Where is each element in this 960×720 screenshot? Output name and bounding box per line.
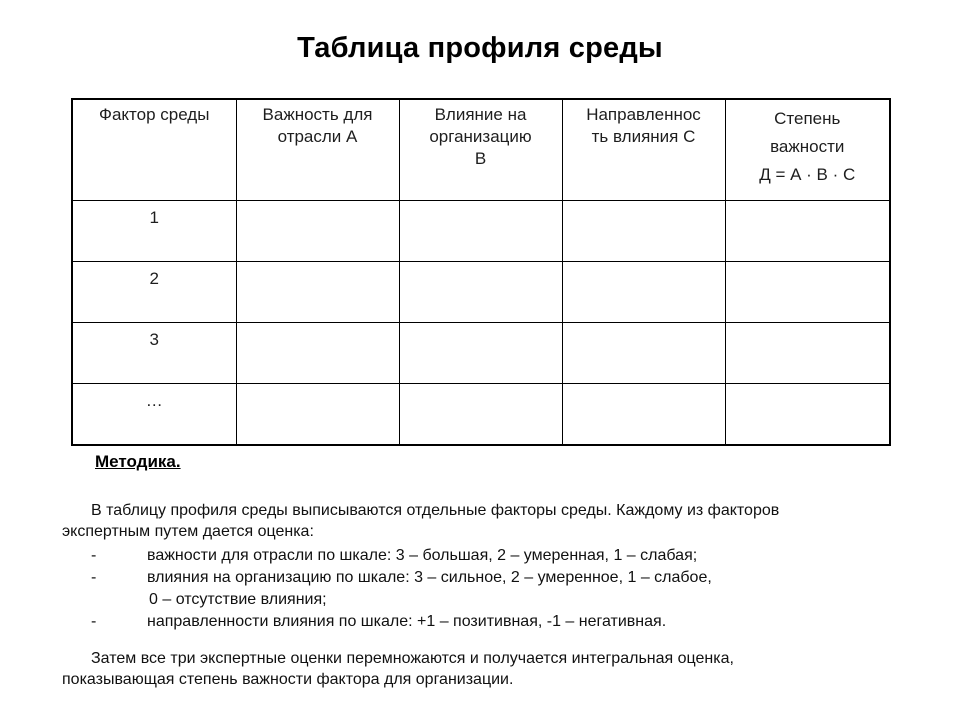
header-influence-b xyxy=(399,99,562,201)
header-line: Важность для xyxy=(262,105,373,124)
list-item: влияния на организацию по шкале: 3 – сильное, 2 – умеренное, 1 – слабое, xyxy=(147,569,712,586)
header-line: важности xyxy=(770,137,845,156)
header-line: отрасли А xyxy=(277,127,358,146)
list-item: направленности влияния по шкале: +1 – позитивная, -1 – негативная. xyxy=(147,613,667,630)
header-line: организацию xyxy=(429,127,532,146)
table-cell xyxy=(725,262,890,323)
table-cell xyxy=(236,323,399,384)
table-row xyxy=(72,201,890,262)
table-cell xyxy=(725,384,890,446)
table-cell xyxy=(399,201,562,262)
bullet-dash: - xyxy=(91,547,97,564)
bullet-dash: - xyxy=(91,569,97,586)
page-title: Таблица профиля среды xyxy=(297,32,663,64)
table-cell xyxy=(236,384,399,446)
table-cell xyxy=(236,262,399,323)
intro-line: В таблицу профиля среды выписываются отдельные факторы среды. Каждому из факторов xyxy=(91,502,780,519)
table-cell xyxy=(725,201,890,262)
list-item: важности для отрасли по шкале: 3 – большая, 2 – умеренная, 1 – слабая; xyxy=(147,547,698,564)
table-cell xyxy=(562,262,725,323)
conclusion-line: показывающая степень важности фактора для организации. xyxy=(62,671,514,688)
table-cell xyxy=(399,384,562,446)
table-cell xyxy=(725,323,890,384)
table-cell xyxy=(399,262,562,323)
header-formula: Д = А · В · С xyxy=(759,165,856,184)
conclusion-line: Затем все три экспертные оценки перемножаются и получается интегральная оценка, xyxy=(91,650,734,667)
table-row xyxy=(72,323,890,384)
header-line: ть влияния С xyxy=(591,127,696,146)
header-factor xyxy=(72,99,236,201)
intro-line: экспертным путем дается оценка: xyxy=(62,523,314,540)
table-row xyxy=(72,384,890,446)
table-cell xyxy=(399,323,562,384)
header-direction-c xyxy=(562,99,725,201)
header-line: Фактор среды xyxy=(99,105,210,124)
header-line: В xyxy=(474,149,487,168)
table-cell: … xyxy=(72,384,236,446)
table-header-row xyxy=(72,99,890,201)
table-row xyxy=(72,262,890,323)
methodology-heading: Методика. xyxy=(95,452,181,471)
table-cell: 1 xyxy=(72,201,236,262)
table-cell: 3 xyxy=(72,323,236,384)
environment-profile-table xyxy=(71,98,891,446)
bullet-dash: - xyxy=(91,613,97,630)
table-cell xyxy=(562,201,725,262)
table-cell xyxy=(236,201,399,262)
header-line: Степень xyxy=(774,109,841,128)
header-importance-a xyxy=(236,99,399,201)
header-degree-d xyxy=(725,99,890,201)
table-cell xyxy=(562,323,725,384)
table-cell xyxy=(562,384,725,446)
table-cell: 2 xyxy=(72,262,236,323)
header-line: Направленнос xyxy=(586,105,701,124)
list-item-continuation: 0 – отсутствие влияния; xyxy=(149,591,327,608)
header-line: Влияние на xyxy=(434,105,527,124)
